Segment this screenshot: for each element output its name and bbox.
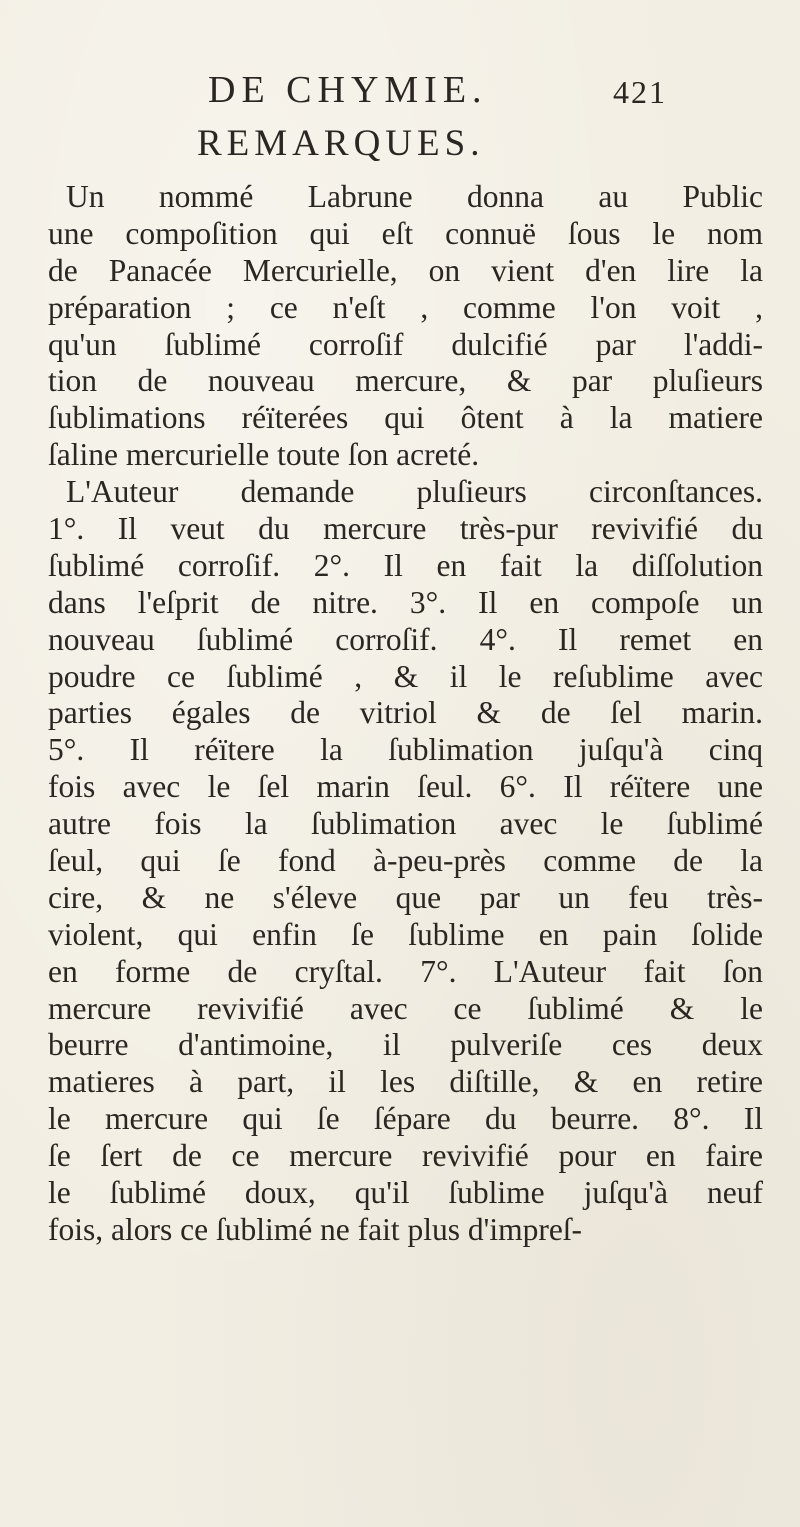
text-line: dans l'eſprit de nitre. 3°. Il en compoſe un	[48, 584, 763, 620]
text-line: poudre ce ſublimé , & il le reſublime avec	[48, 658, 763, 694]
text-line: parties égales de vitriol & de ſel marin.	[48, 695, 763, 731]
text-line: fois, alors ce ſublimé ne fait plus d'impreſ-	[48, 1211, 583, 1247]
text-line: autre fois la ſublimation avec le ſublimé	[48, 806, 763, 842]
text-line: violent, qui enfin ſe ſublime en pain ſolide	[48, 916, 763, 952]
text-line: mercure revivifié avec ce ſublimé & le	[48, 990, 763, 1026]
text-line: beurre d'antimoine, il pulveriſe ces deux	[48, 1027, 763, 1063]
text-line: fois avec le ſel marin ſeul. 6°. Il réïtere une	[48, 769, 763, 805]
running-head	[0, 70, 800, 110]
running-title: DE CHYMIE.	[208, 69, 488, 111]
page-number: 421	[613, 74, 667, 110]
text-line: ſe ſert de ce mercure revivifié pour en faire	[48, 1138, 763, 1174]
text-line: qu'un ſublimé corroſif dulcifié par l'addi-	[48, 326, 763, 362]
text-line: L'Auteur demande pluſieurs circonſtances.	[66, 474, 763, 510]
section-heading: REMARQUES.	[197, 123, 485, 164]
text-line: cire, & ne s'éleve que par un feu très-	[48, 879, 763, 915]
text-line: 1°. Il veut du mercure très-pur revivifié du	[48, 511, 763, 547]
text-line: ſeul, qui ſe fond à-peu-près comme de la	[48, 843, 763, 879]
text-line: tion de nouveau mercure, & par pluſieurs	[48, 363, 763, 399]
text-line: le ſublimé doux, qu'il ſublime juſqu'à neuf	[48, 1175, 763, 1211]
text-line: ſaline mercurielle toute ſon acreté.	[48, 437, 480, 473]
text-line: une compoſition qui eſt connuë ſous le nom	[48, 215, 763, 251]
text-line: préparation ; ce n'eſt , comme l'on voit ,	[48, 289, 763, 325]
text-line: Un nommé Labrune donna au Public	[66, 179, 763, 214]
text-line: 5°. Il réïtere la ſublimation juſqu'à cinq	[48, 732, 763, 768]
text-line: nouveau ſublimé corroſif. 4°. Il remet en	[48, 621, 763, 657]
body-text	[48, 179, 763, 1249]
text-line: ſublimé corroſif. 2°. Il en fait la diſſolution	[48, 547, 763, 583]
text-line: matieres à part, il les diſtille, & en retire	[48, 1064, 763, 1100]
text-line: en forme de cryſtal. 7°. L'Auteur fait ſon	[48, 953, 763, 989]
text-line: le mercure qui ſe ſépare du beurre. 8°. Il	[48, 1101, 763, 1137]
text-line: de Panacée Mercurielle, on vient d'en lire la	[48, 252, 763, 288]
text-line: ſublimations réïterées qui ôtent à la matiere	[48, 400, 763, 436]
